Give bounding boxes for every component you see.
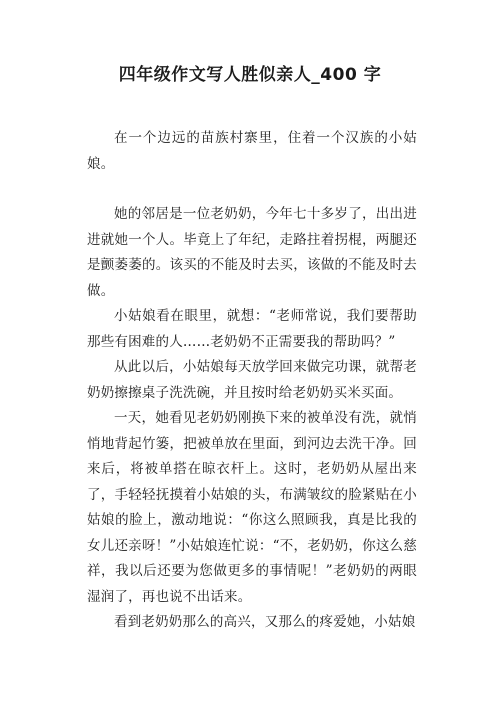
paragraph-6: 看到老奶奶那么的高兴，又那么的疼爱她，小姑娘 [114,614,416,630]
article-body [87,126,417,636]
paragraph-3: 小姑娘看在眼里，就想：“老师常说，我们要帮助那些有困难的人……老奶奶不正需要我的帮助吗？” [87,308,417,350]
paragraph-5: 一天，她看见老奶奶刚换下来的被单没有洗，就悄悄地背起竹篓，把被单放在里面，到河边去洗干净。回来后，将被单搭在晾衣杆上。这时，老奶奶从屋出来了，手轻轻抚摸着小姑娘的头，布满皱纹的脸紧贴在小姑娘的脸上，激动地说：“你这么照顾我，真是比我的女儿还亲呀！”小姑娘连忙说：“不，老奶奶，你这么慈祥，我以后还要为您做更多的事情呢！”老奶奶的两眼湿润了，再也说不出话来。 [87,410,417,605]
paragraph-2: 她的邻居是一位老奶奶，今年七十多岁了，出出进进就她一个人。毕竟上了年纪，走路拄着拐棍，两腿还是颤萎萎的。该买的不能及时去买，该做的不能及时去做。 [87,206,417,299]
document-title: 四年级作文写人胜似亲人_400 字 [118,65,382,85]
paragraph-4: 从此以后，小姑娘每天放学回来做完功课，就帮老奶奶擦擦桌子洗洗碗，并且按时给老奶奶买米买面。 [87,359,417,401]
paragraph-1: 在一个边远的苗族村寨里，住着一个汉族的小姑娘。 [87,130,417,172]
